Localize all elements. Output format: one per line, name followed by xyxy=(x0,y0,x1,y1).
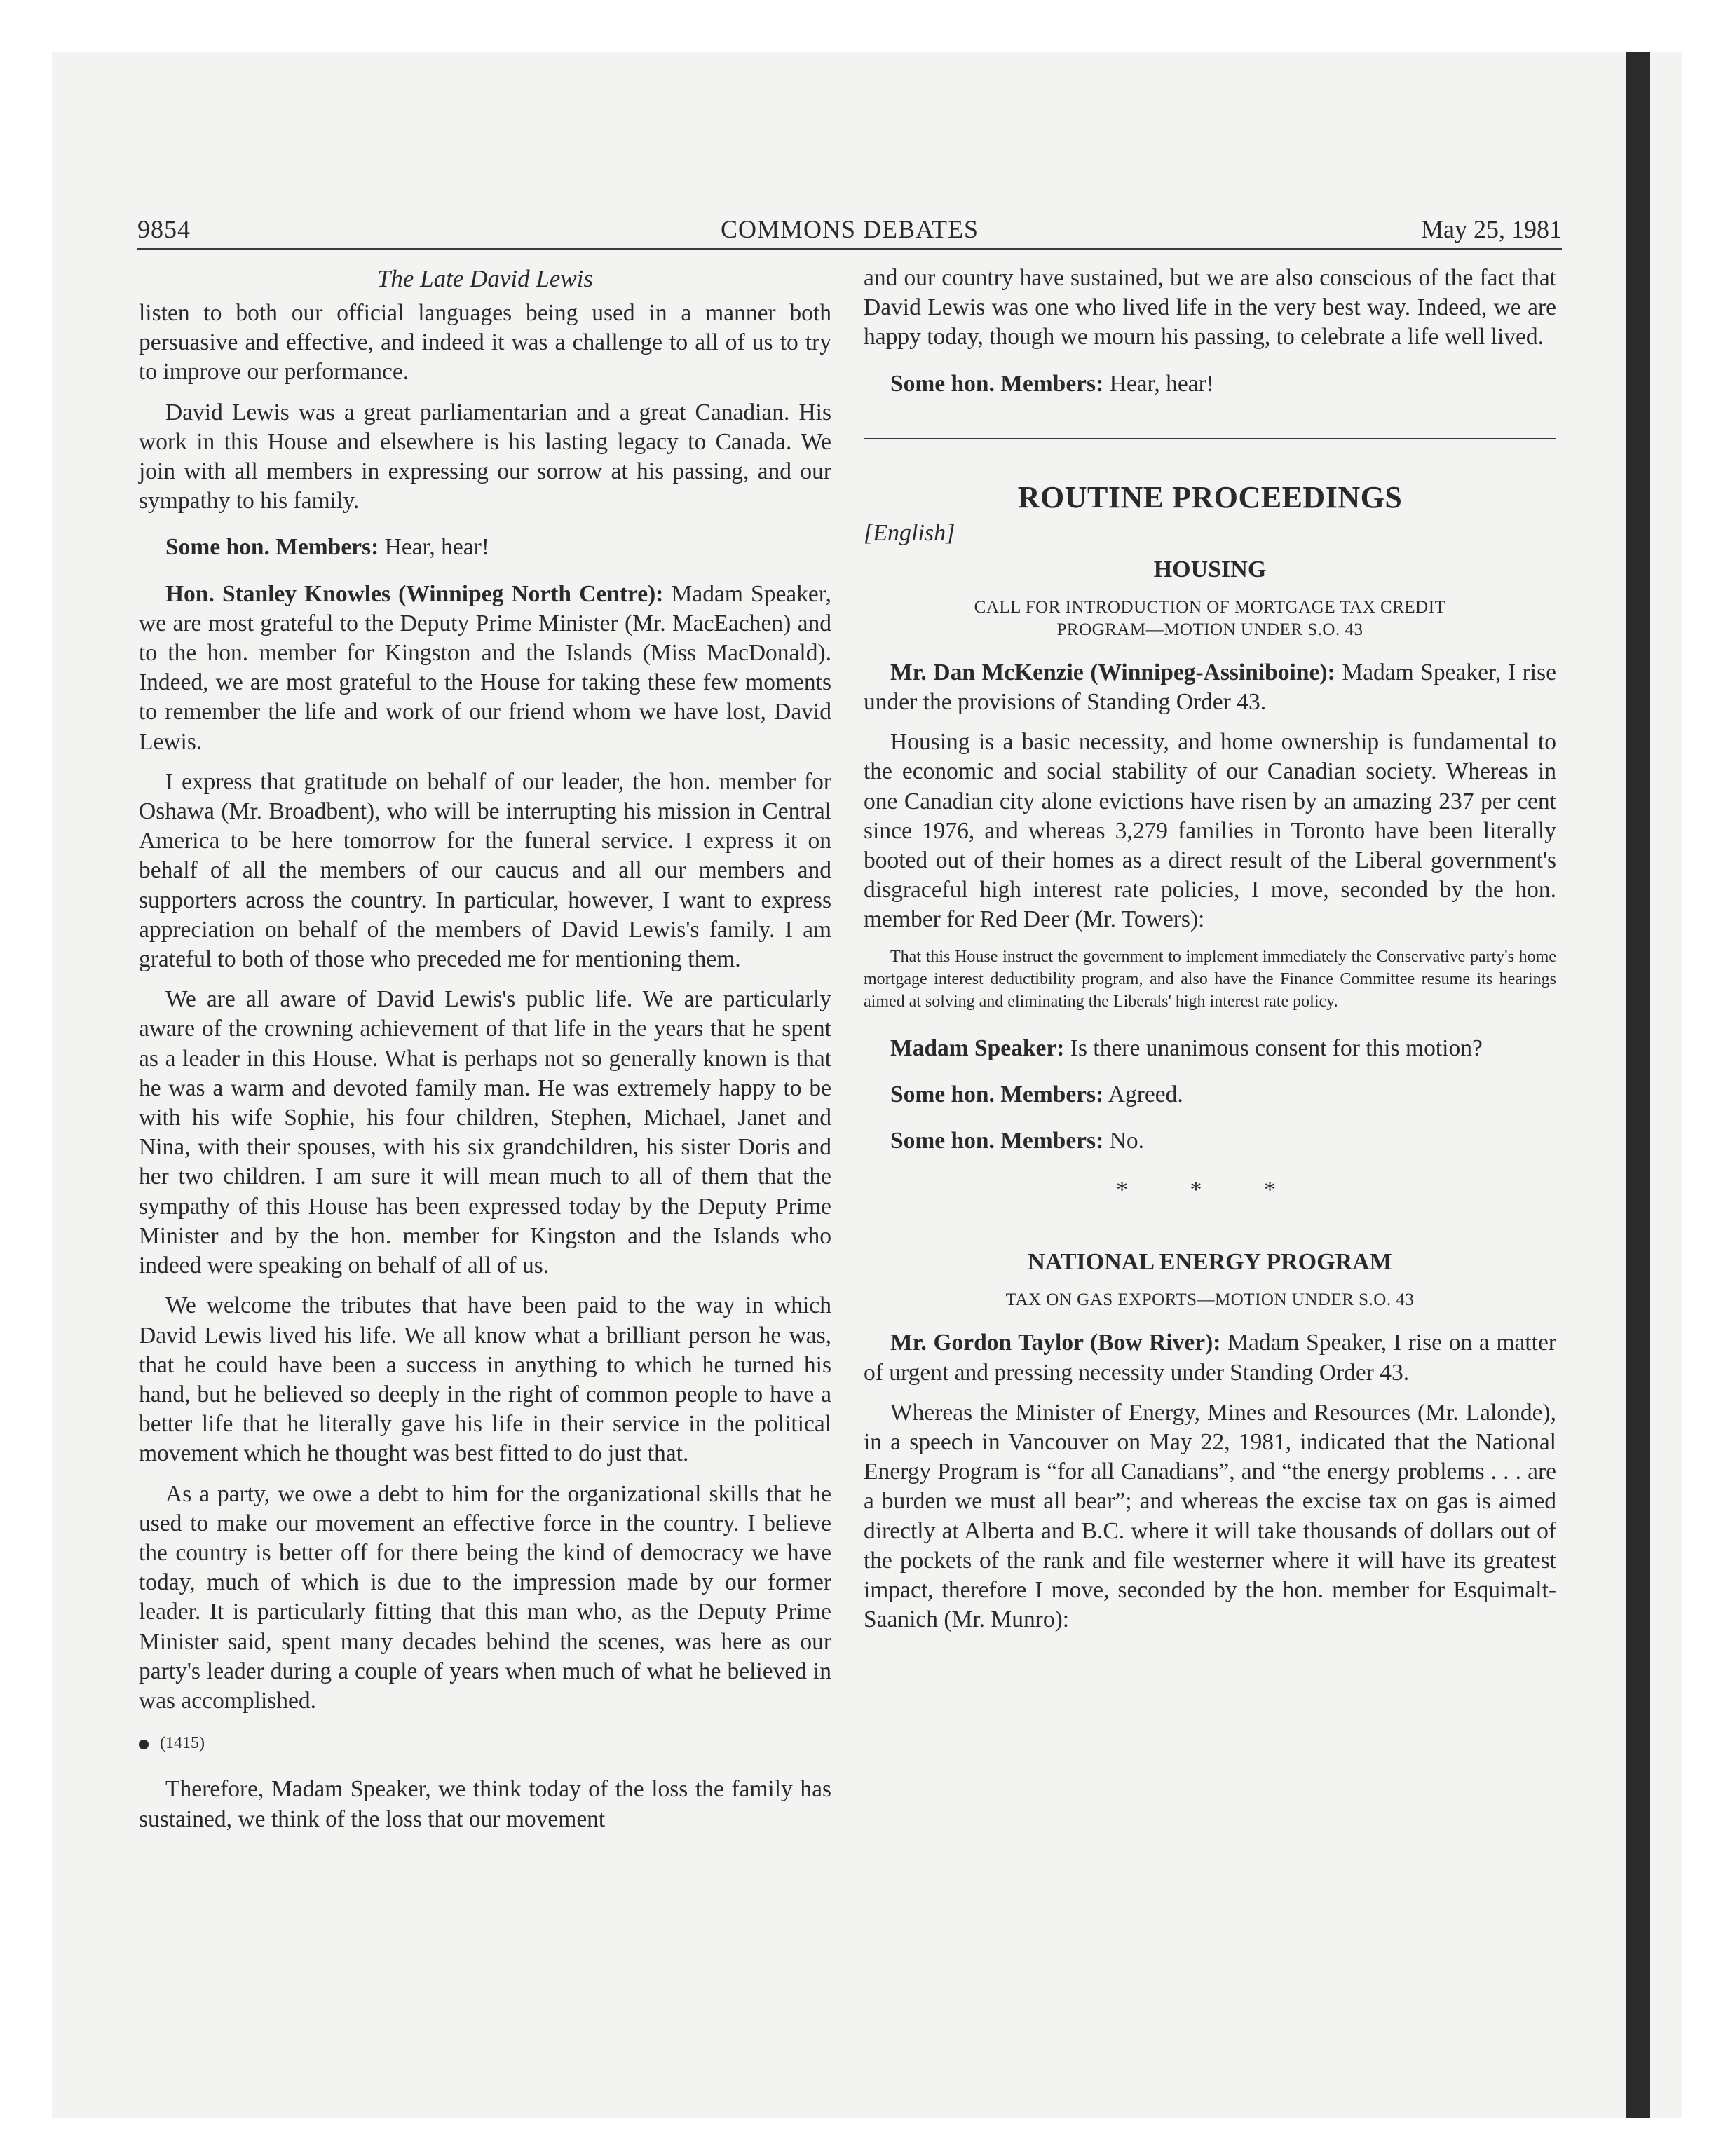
housing-heading: HOUSING xyxy=(1153,556,1267,582)
page-header xyxy=(137,210,1562,250)
interjection xyxy=(864,1126,1556,1156)
speaker-name: Some hon. Members: xyxy=(890,1128,1104,1154)
energy-heading: NATIONAL ENERGY PROGRAM xyxy=(1028,1249,1392,1276)
speech-text: Is there unanimous consent for this motion? xyxy=(1064,1035,1483,1061)
interjection xyxy=(139,533,831,562)
speech-text: Madam Speaker, I rise on a matter of urgent and pressing necessity under Standing Order 43. xyxy=(864,1330,1557,1386)
subheading-line: CALL FOR INTRODUCTION OF MORTGAGE TAX CREDIT xyxy=(974,597,1446,617)
right-column xyxy=(864,264,1556,1645)
energy-subheading: TAX ON GAS EXPORTS—MOTION UNDER S.O. 43 xyxy=(1005,1290,1415,1310)
speech-paragraph xyxy=(864,658,1556,717)
page-number: 9854 xyxy=(137,215,191,243)
speaker-name: Some hon. Members: xyxy=(890,370,1104,397)
motion-text: That this House instruct the government to implement immediately the Conservative party's home mortgage interest deductibility program, and also have the Finance Committee resume its hearings aimed at solving and eliminating the Liberals' high interest rate policy. xyxy=(864,947,1556,1011)
paragraph: As a party, we owe a debt to him for the organizational skills that he used to make our movement an effective force in the country. I believe the country is better off for there being the kind of democracy we have today, much of which is due to the impression made by our former leader. It is particularly fitting that this man who, as the Deputy Prime Minister said, spent many decades behind the scenes, was here as our party's leader during a couple of years when much of what he believed in was accomplished. xyxy=(139,1480,831,1714)
paragraph: We are all aware of David Lewis's public life. We are particularly aware of the crowning achievement of that life in the years that he spent as a leader in this House. What is perhaps not so generally known is that he was a warm and devoted family man. He was extremely happy to be with his wife Sophie, his four children, Stephen, Michael, Janet and Nina, with their spouses, with his six grandchildren, his sister Doris and her two children. I am sure it will mean much to all of them that the sympathy of this House has been expressed today by the Deputy Prime Minister and by the hon. member for Kingston and the Islands who indeed were speaking on behalf of all of us. xyxy=(139,986,831,1279)
section-divider xyxy=(864,438,1556,439)
speech-text: Hear, hear! xyxy=(1103,370,1214,397)
speech-paragraph xyxy=(864,1034,1556,1063)
publication-title: COMMONS DEBATES xyxy=(720,215,979,243)
section-title: The Late David Lewis xyxy=(376,265,594,292)
speech-text: Hear, hear! xyxy=(379,534,489,561)
paragraph: I express that gratitude on behalf of our leader, the hon. member for Oshawa (Mr. Broadbent), who will be interrupting his mission in Central America to be here tomorrow for the funeral service. I express it on behalf of all the members of our caucus and all our members and supporters across the country. In particular, however, I want to express appreciation on behalf of the members of David Lewis's family. I am grateful to both of those who preceded me for mentioning them. xyxy=(139,768,831,973)
paragraph: Whereas the Minister of Energy, Mines and Resources (Mr. Lalonde), in a speech in Vancouver on May 22, 1981, indicated that the National Energy Program is “for all Canadians”, and “the energy problems . . . are a burden we must all bear”; and whereas the excise tax on gas is aimed directly at Alberta and B.C. where it will take thousands of dollars out of the pockets of the rank and file westerner where it will have its greatest impact, therefore I move, seconded by the hon. member for Esquimalt-Saanich (Mr. Munro): xyxy=(864,1399,1556,1633)
speaker-name: Mr. Gordon Taylor (Bow River): xyxy=(890,1330,1221,1356)
language-tag: [English] xyxy=(864,519,955,546)
speech-text: Madam Speaker, I rise under the provisions of Standing Order 43. xyxy=(864,659,1556,716)
housing-subheading xyxy=(864,596,1556,641)
routine-proceedings-heading: ROUTINE PROCEEDINGS xyxy=(1017,479,1403,514)
timestamp: (1415) xyxy=(160,1734,205,1753)
speech-text: Agreed. xyxy=(1103,1081,1183,1107)
speech-text: Madam Speaker, we are most grateful to the Deputy Prime Minister (Mr. MacEachen) and to the hon. member for Kingston and the Islands (Miss MacDonald). Indeed, we are most grateful to the House for taking these few moments to remember the life and work of our friend whom we have lost, David Lewis. xyxy=(139,580,831,755)
speech-text: No. xyxy=(1103,1128,1144,1154)
paragraph: Housing is a basic necessity, and home ownership is fundamental to the economic and social stability of our Canadian society. Whereas in one Canadian city alone evictions have risen by an amazing 237 per cent since 1976, and whereas 3,279 families in Toronto have been literally booted out of their homes as a direct result of the Liberal government's disgraceful high interest rate policies, I move, seconded by the hon. member for Red Deer (Mr. Towers): xyxy=(864,729,1556,933)
speaker-name: Hon. Stanley Knowles (Winnipeg North Centre): xyxy=(165,580,664,607)
speech-paragraph xyxy=(864,1328,1556,1387)
paragraph: David Lewis was a great parliamentarian and a great Canadian. His work in this House and elsewhere is his lasting legacy to Canada. We join with all members in expressing our sorrow at his passing, and our sympathy to his family. xyxy=(139,399,831,514)
speaker-name: Mr. Dan McKenzie (Winnipeg-Assiniboine): xyxy=(890,659,1335,685)
issue-date: May 25, 1981 xyxy=(1421,215,1562,243)
paragraph: Therefore, Madam Speaker, we think today of the loss the family has sustained, we think of the loss that our movement xyxy=(139,1776,831,1832)
scan-edge-shadow xyxy=(1626,52,1650,2118)
speaker-name: Some hon. Members: xyxy=(890,1081,1104,1107)
speaker-name: Some hon. Members: xyxy=(165,534,379,561)
speech-paragraph xyxy=(139,580,831,757)
paragraph: and our country have sustained, but we are also conscious of the fact that David Lewis was one who lived life in the very best way. Indeed, we are happy today, though we mourn his passing, to celebrate a life well lived. xyxy=(864,265,1556,350)
speaker-name: Madam Speaker: xyxy=(890,1035,1065,1061)
bullet-icon xyxy=(139,1740,149,1749)
subheading-line: PROGRAM—MOTION UNDER S.O. 43 xyxy=(1056,620,1363,639)
paragraph: We welcome the tributes that have been paid to the way in which David Lewis lived his life. We all know what a brilliant person he was, that he could have been a success in anything to which he turned his hand, but he believed so deeply in the right of common people to have a better life that he literally gave his life in their service in the political movement which he thought was best fitted to do just that. xyxy=(139,1292,831,1467)
paragraph: listen to both our official languages being used in a manner both persuasive and effective, and indeed it was a challenge to all of us to try to improve our performance. xyxy=(139,300,831,386)
time-marker xyxy=(139,1728,831,1758)
interjection xyxy=(864,1080,1556,1110)
section-separator: * * * xyxy=(1116,1177,1304,1203)
left-column xyxy=(139,264,831,1845)
interjection xyxy=(864,369,1556,399)
